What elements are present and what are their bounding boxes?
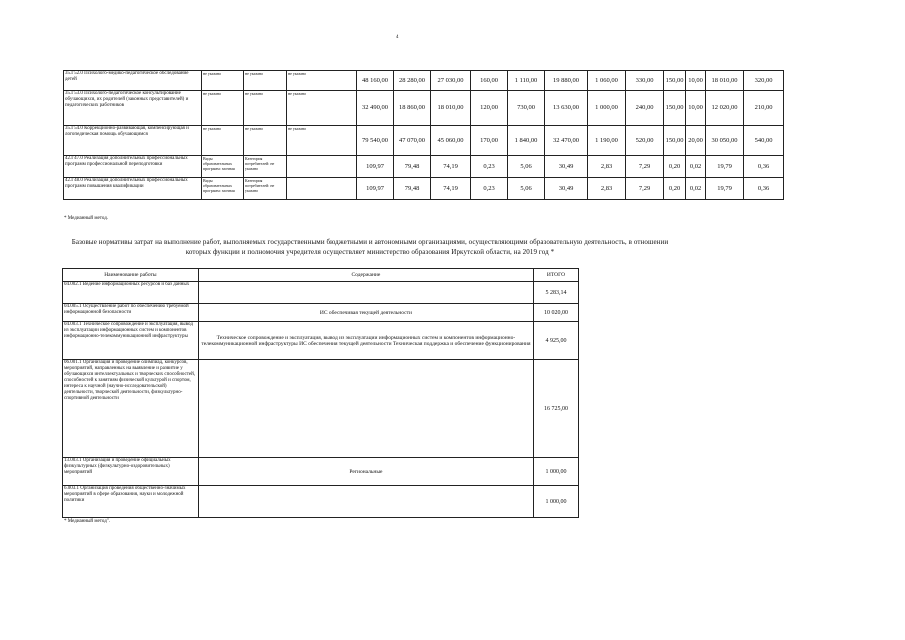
page-number: 4 — [396, 35, 399, 40]
row-value: 10,00 — [686, 71, 706, 91]
table-row — [64, 178, 784, 200]
row-value: 19 880,00 — [545, 71, 588, 91]
row-param-1: не указано — [202, 91, 244, 126]
row-value: 150,00 — [664, 126, 686, 156]
table-row — [63, 322, 579, 360]
row-value: 160,00 — [471, 71, 508, 91]
row-value: 210,00 — [744, 91, 784, 126]
table-row — [64, 91, 784, 126]
work-content — [198, 360, 533, 458]
row-value: 0,23 — [471, 156, 508, 178]
row-param-2: Категория потребителей: не указано — [244, 156, 287, 178]
row-param-3: не указано — [287, 71, 357, 91]
row-value: 520,00 — [626, 126, 664, 156]
row-value: 120,00 — [471, 91, 508, 126]
work-name: 04.003.1 Техническое сопровождение и эксплуатация, вывод из эксплуатации информационных систем и компонентов информационно-телекоммуникационной инфраструктуры — [63, 322, 199, 360]
row-value: 79,48 — [394, 178, 431, 200]
row-value: 18 010,00 — [431, 91, 471, 126]
row-value: 109,97 — [357, 156, 394, 178]
row-name: 35.Г53.0 Психолого-педагогическое консультирование обучающихся, их родителей (законных представителей) и педагогических работников — [64, 91, 202, 126]
section-heading: Базовые нормативы затрат на выполнение работ, выполняемых государственными бюджетными и автономными организациями, осуществляющими образовательную деятельность, в отношении которых функции и полномочия учредителя осуществляет министерство образования Иркутской области, на 2019 год * — [71, 238, 669, 256]
row-value: 30,49 — [545, 156, 588, 178]
row-value: 79,48 — [394, 156, 431, 178]
row-param-1: не указано — [202, 71, 244, 91]
row-value: 20,00 — [686, 126, 706, 156]
row-value: 150,00 — [664, 71, 686, 91]
work-total: 1 000,00 — [534, 458, 579, 486]
work-total: 4 925,00 — [534, 322, 579, 360]
row-value: 74,19 — [431, 178, 471, 200]
row-param-2: Категория потребителей: не указано — [244, 178, 287, 200]
table-row — [63, 458, 579, 486]
row-value: 109,97 — [357, 178, 394, 200]
table-row — [63, 486, 579, 518]
row-param-1: Виды образовательных программ: заочная — [202, 156, 244, 178]
work-content — [198, 486, 533, 518]
row-param-3: не указано — [287, 126, 357, 156]
row-value: 0,36 — [744, 178, 784, 200]
work-total: 5 283,14 — [534, 282, 579, 304]
row-value: 47 070,00 — [394, 126, 431, 156]
row-value: 30 050,00 — [706, 126, 744, 156]
header-work-name: Наименование работы — [63, 269, 199, 282]
row-value: 0,36 — [744, 156, 784, 178]
row-value: 0,02 — [686, 156, 706, 178]
row-value: 5,06 — [508, 156, 545, 178]
table-row — [64, 126, 784, 156]
row-value: 2,83 — [588, 178, 626, 200]
row-param-2: не указано — [244, 91, 287, 126]
row-value: 7,29 — [626, 178, 664, 200]
row-value: 1 840,00 — [508, 126, 545, 156]
table-row — [64, 71, 784, 91]
row-value: 0,02 — [686, 178, 706, 200]
row-param-2: не указано — [244, 71, 287, 91]
row-value: 13 630,00 — [545, 91, 588, 126]
footnote-median: * Медианный метод. — [64, 216, 109, 221]
work-name: 04.005.1 Осуществление работ по обеспечению требуемой информационной безопасности — [63, 304, 199, 322]
row-value: 0,20 — [664, 178, 686, 200]
table-row — [63, 282, 579, 304]
work-total: 10 020,00 — [534, 304, 579, 322]
row-value: 18 860,00 — [394, 91, 431, 126]
row-name: 35.Г52.0 Психолого-медико-педагогическое обследование детей — [64, 71, 202, 91]
table-row — [63, 360, 579, 458]
row-value: 0,20 — [664, 156, 686, 178]
work-name: 13.003.1 Организация и проведение официальных физкультурных (физкультурно-оздоровительных) мероприятий — [63, 458, 199, 486]
row-value: 150,00 — [664, 91, 686, 126]
row-value: 10,00 — [686, 91, 706, 126]
cost-norms-table — [63, 70, 784, 200]
row-value: 12 020,00 — [706, 91, 744, 126]
row-value: 1 190,00 — [588, 126, 626, 156]
row-value: 320,00 — [744, 71, 784, 91]
row-value: 730,00 — [508, 91, 545, 126]
row-value: 540,00 — [744, 126, 784, 156]
row-value: 5,06 — [508, 178, 545, 200]
row-value: 48 160,00 — [357, 71, 394, 91]
table-row — [63, 304, 579, 322]
work-name: 6.003.1 Организация проведения общественно-значимых мероприятий в сфере образования, науки и молодежной политики — [63, 486, 199, 518]
work-content: Техническое сопровождение и эксплуатация, вывод из эксплуатации информационных систем и компонентов информационно-телекоммуникационной инфраструктуры ИС обеспечения текущей деятельности Техническая поддержка и обеспечение функционирования — [198, 322, 533, 360]
header-content: Содержание — [198, 269, 533, 282]
row-value: 1 060,00 — [588, 71, 626, 91]
work-total: 1 000,00 — [534, 486, 579, 518]
work-total: 16 725,00 — [534, 360, 579, 458]
row-value: 1 000,00 — [588, 91, 626, 126]
row-param-3: не указано — [287, 91, 357, 126]
row-param-1: не указано — [202, 126, 244, 156]
row-name: 35.Г54.0 Коррекционно-развивающая, компенсирующая и логопедическая помощь обучающимся — [64, 126, 202, 156]
row-value: 2,83 — [588, 156, 626, 178]
row-value: 74,19 — [431, 156, 471, 178]
row-value: 45 060,00 — [431, 126, 471, 156]
works-cost-table — [62, 268, 579, 518]
header-total: ИТОГО — [534, 269, 579, 282]
row-name: 42.Г48.0 Реализация дополнительных профессиональных программ повышения квалификации — [64, 178, 202, 200]
row-value: 27 030,00 — [431, 71, 471, 91]
row-value: 79 540,00 — [357, 126, 394, 156]
row-param-2: не указано — [244, 126, 287, 156]
row-name: 42.Г47.0 Реализация дополнительных профессиональных программ профессиональной переподготовки — [64, 156, 202, 178]
row-value: 30,49 — [545, 178, 588, 200]
row-value: 0,23 — [471, 178, 508, 200]
row-value: 28 280,00 — [394, 71, 431, 91]
row-value: 170,00 — [471, 126, 508, 156]
row-value: 330,00 — [626, 71, 664, 91]
row-param-3 — [287, 178, 357, 200]
work-content: ИС обеспечивая текущей деятельности — [198, 304, 533, 322]
work-name: 06.001.1 Организация и проведение олимпиад, конкурсов, мероприятий, направленных на выявление и развитие у обучающихся интеллектуальных и творческих способностей, способностей к занятиям физической культурой и спортом, интереса к научной (научно-исследовательской) деятельности, творческой деятельности, физкультурно-спортивной деятельности — [63, 360, 199, 458]
row-value: 19,79 — [706, 178, 744, 200]
row-value: 18 010,00 — [706, 71, 744, 91]
table-row — [64, 156, 784, 178]
row-value: 32 490,00 — [357, 91, 394, 126]
work-name: 04.002.1 Ведение информационных ресурсов и баз данных — [63, 282, 199, 304]
row-param-1: Виды образовательных программ: заочная — [202, 178, 244, 200]
row-value: 32 470,00 — [545, 126, 588, 156]
footnote-median-2: * Медианный метод". — [64, 519, 111, 524]
row-value: 7,29 — [626, 156, 664, 178]
row-value: 240,00 — [626, 91, 664, 126]
row-param-3 — [287, 156, 357, 178]
work-content: Региональные — [198, 458, 533, 486]
work-content — [198, 282, 533, 304]
row-value: 1 110,00 — [508, 71, 545, 91]
row-value: 19,79 — [706, 156, 744, 178]
